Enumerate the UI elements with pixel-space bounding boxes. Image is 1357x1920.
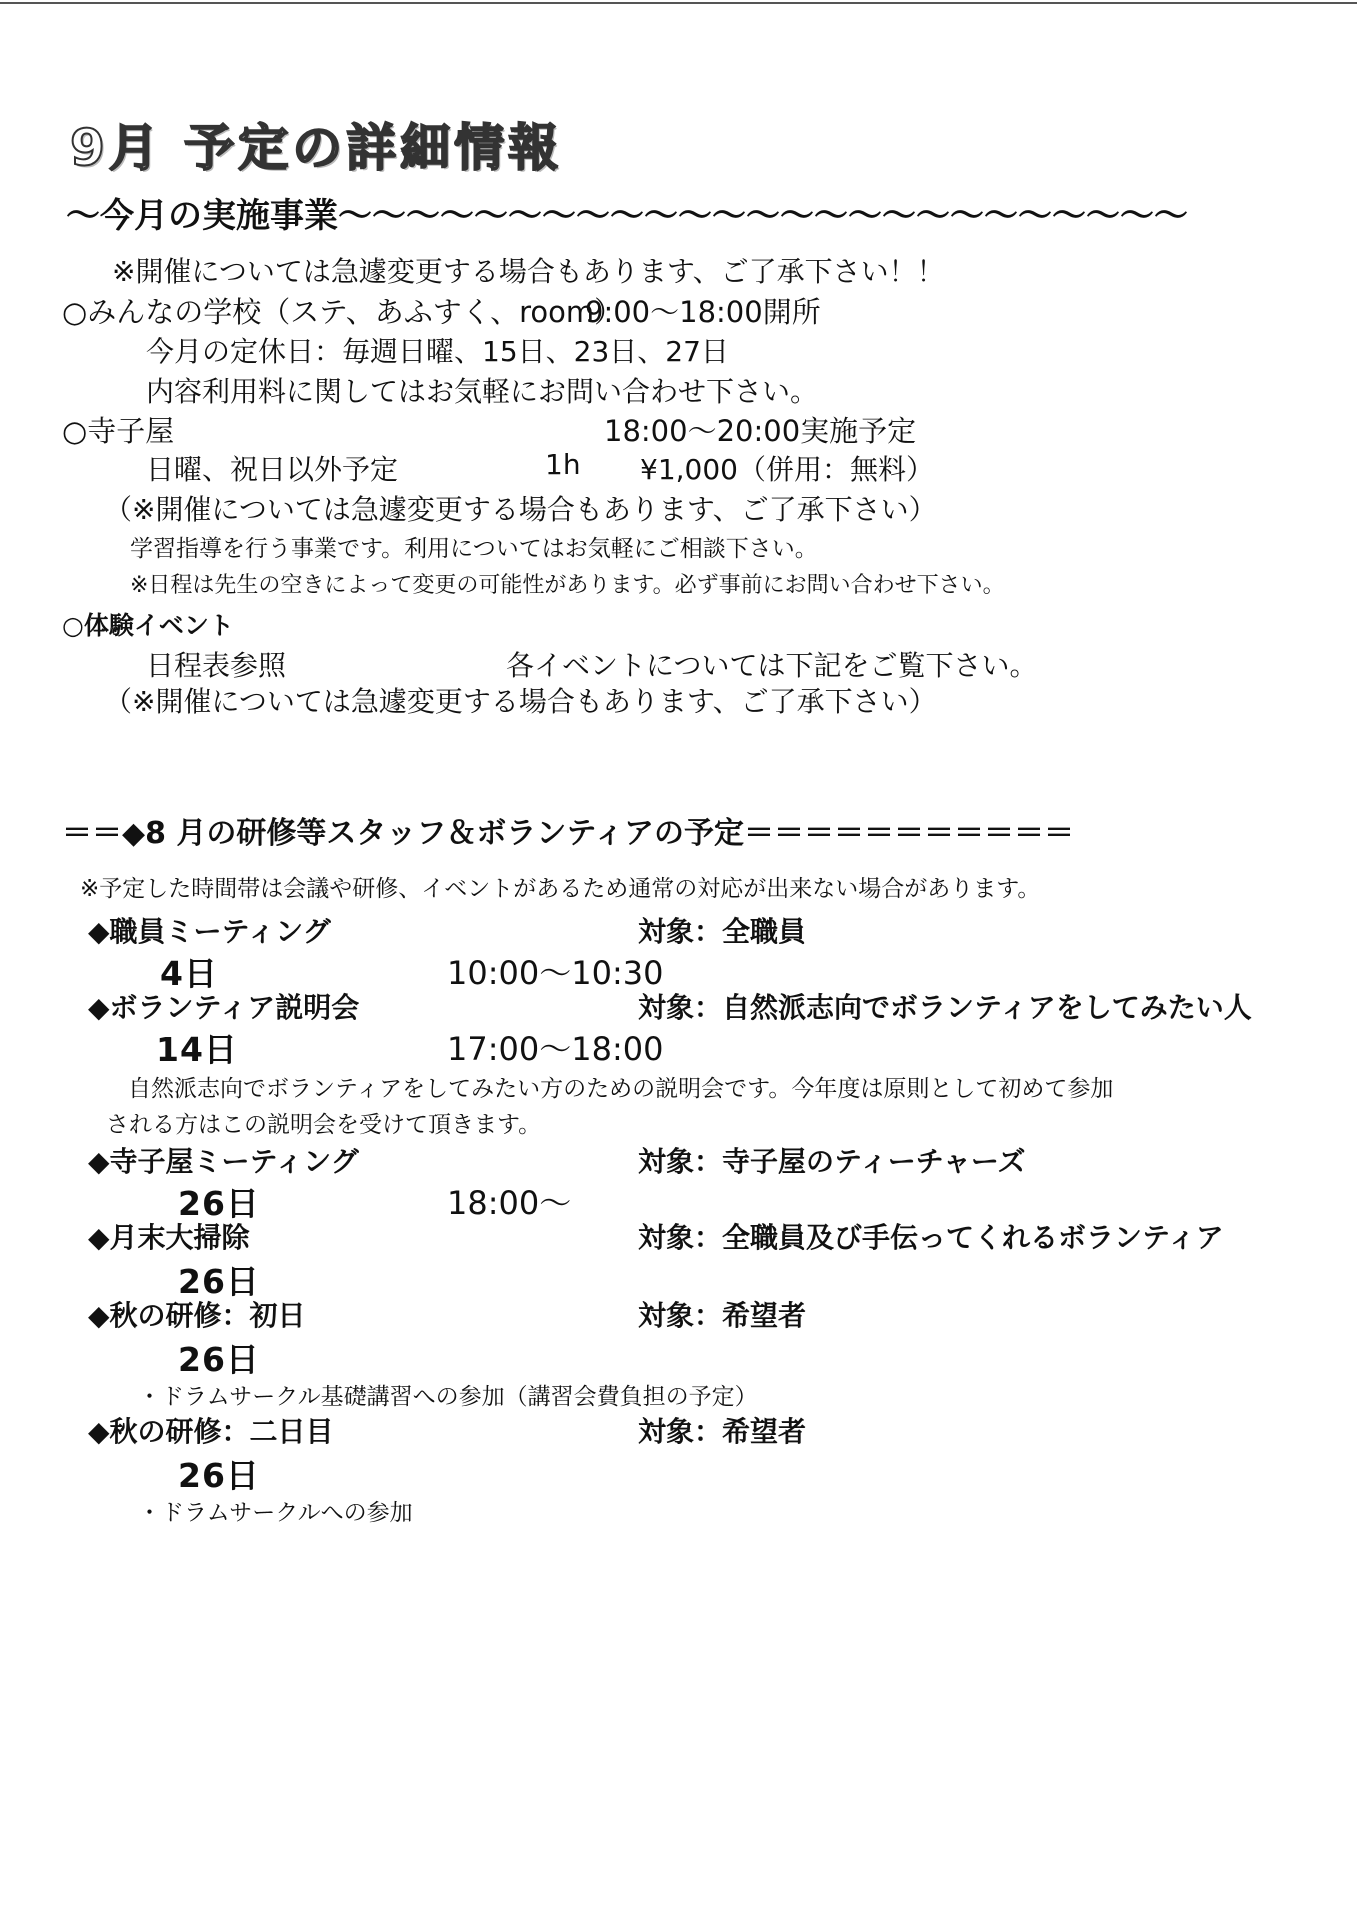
item-date: 26日: [178, 1184, 260, 1223]
item-time: 18:00〜: [447, 1184, 572, 1222]
event-name: ○体験イベント: [62, 611, 234, 640]
item-date: 26日: [178, 1262, 260, 1301]
terakoya-note: ※日程は先生の空きによって変更の可能性があります。必ず事前にお問い合わせ下さい。: [130, 573, 1005, 598]
item-date: 26日: [178, 1340, 260, 1379]
item-target: 対象：希望者: [638, 1299, 807, 1332]
school-fee-note: 内容利用料に関してはお気軽にお問い合わせ下さい。: [146, 375, 819, 408]
item-target: 対象：全職員: [638, 915, 807, 948]
item-note: ・ドラムサークル基礎講習への参加（講習会費負担の予定）: [138, 1384, 758, 1410]
school-hours: 9:00〜18:00開所: [585, 295, 821, 329]
item-date: 14日: [156, 1030, 238, 1069]
item-desc: される方はこの説明会を受けて頂きます。: [106, 1112, 542, 1138]
event-notice: （※開催については急遽変更する場合もあります、ご了承下さい）: [104, 685, 937, 718]
item-target: 対象：自然派志向でボランティアをしてみたい人: [638, 991, 1252, 1024]
item-note: ・ドラムサークルへの参加: [138, 1500, 413, 1526]
section2-heading: ＝＝◆8 月の研修等スタッフ＆ボランティアの予定＝＝＝＝＝＝＝＝＝＝＝: [62, 816, 1074, 851]
section1-heading: 〜今月の実施事業〜〜〜〜〜〜〜〜〜〜〜〜〜〜〜〜〜〜〜〜〜〜〜〜〜: [66, 196, 1188, 236]
terakoya-hours: 18:00〜20:00実施予定: [604, 414, 917, 448]
terakoya-duration: 1h: [545, 448, 581, 481]
item-time: 17:00〜18:00: [447, 1030, 664, 1068]
section1-notice: ※開催については急遽変更する場合もあります、ご了承下さい！！: [112, 255, 945, 288]
item-name: ◆寺子屋ミーティング: [88, 1145, 359, 1178]
page-title: 9月 予定の詳細情報: [70, 119, 563, 177]
event-schedule: 日程表参照: [146, 649, 287, 682]
school-holidays: 今月の定休日：毎週日曜、15日、23日、27日: [146, 335, 729, 368]
terakoya-desc: 学習指導を行う事業です。利用についてはお気軽にご相談下さい。: [130, 536, 818, 562]
item-name: ◆職員ミーティング: [88, 915, 331, 948]
terakoya-name: ○寺子屋: [62, 414, 175, 448]
top-rule: [0, 2, 1357, 4]
item-name: ◆秋の研修：初日: [88, 1299, 306, 1332]
item-name: ◆ボランティア説明会: [88, 991, 360, 1024]
item-date: 26日: [178, 1456, 260, 1495]
event-detail: 各イベントについては下記をご覧下さい。: [506, 649, 1038, 682]
item-target: 対象：全職員及び手伝ってくれるボランティア: [638, 1221, 1224, 1254]
terakoya-price: ¥1,000（併用：無料）: [640, 453, 934, 486]
item-target: 対象：希望者: [638, 1415, 807, 1448]
terakoya-days: 日曜、祝日以外予定: [146, 453, 399, 486]
terakoya-notice: （※開催については急遽変更する場合もあります、ご了承下さい）: [104, 493, 937, 526]
item-target: 対象：寺子屋のティーチャーズ: [638, 1145, 1026, 1178]
item-name: ◆月末大掃除: [88, 1221, 250, 1254]
school-name: ○みんなの学校（ステ、あふすく、room）: [62, 295, 624, 329]
item-date: 4日: [160, 954, 218, 993]
item-desc: 自然派志向でボランティアをしてみたい方のための説明会です。今年度は原則として初めて参加: [128, 1076, 1114, 1102]
item-time: 10:00〜10:30: [447, 954, 664, 992]
section2-notice: ※予定した時間帯は会議や研修、イベントがあるため通常の対応が出来ない場合があります。: [80, 876, 1041, 902]
item-name: ◆秋の研修：二日目: [88, 1415, 334, 1448]
